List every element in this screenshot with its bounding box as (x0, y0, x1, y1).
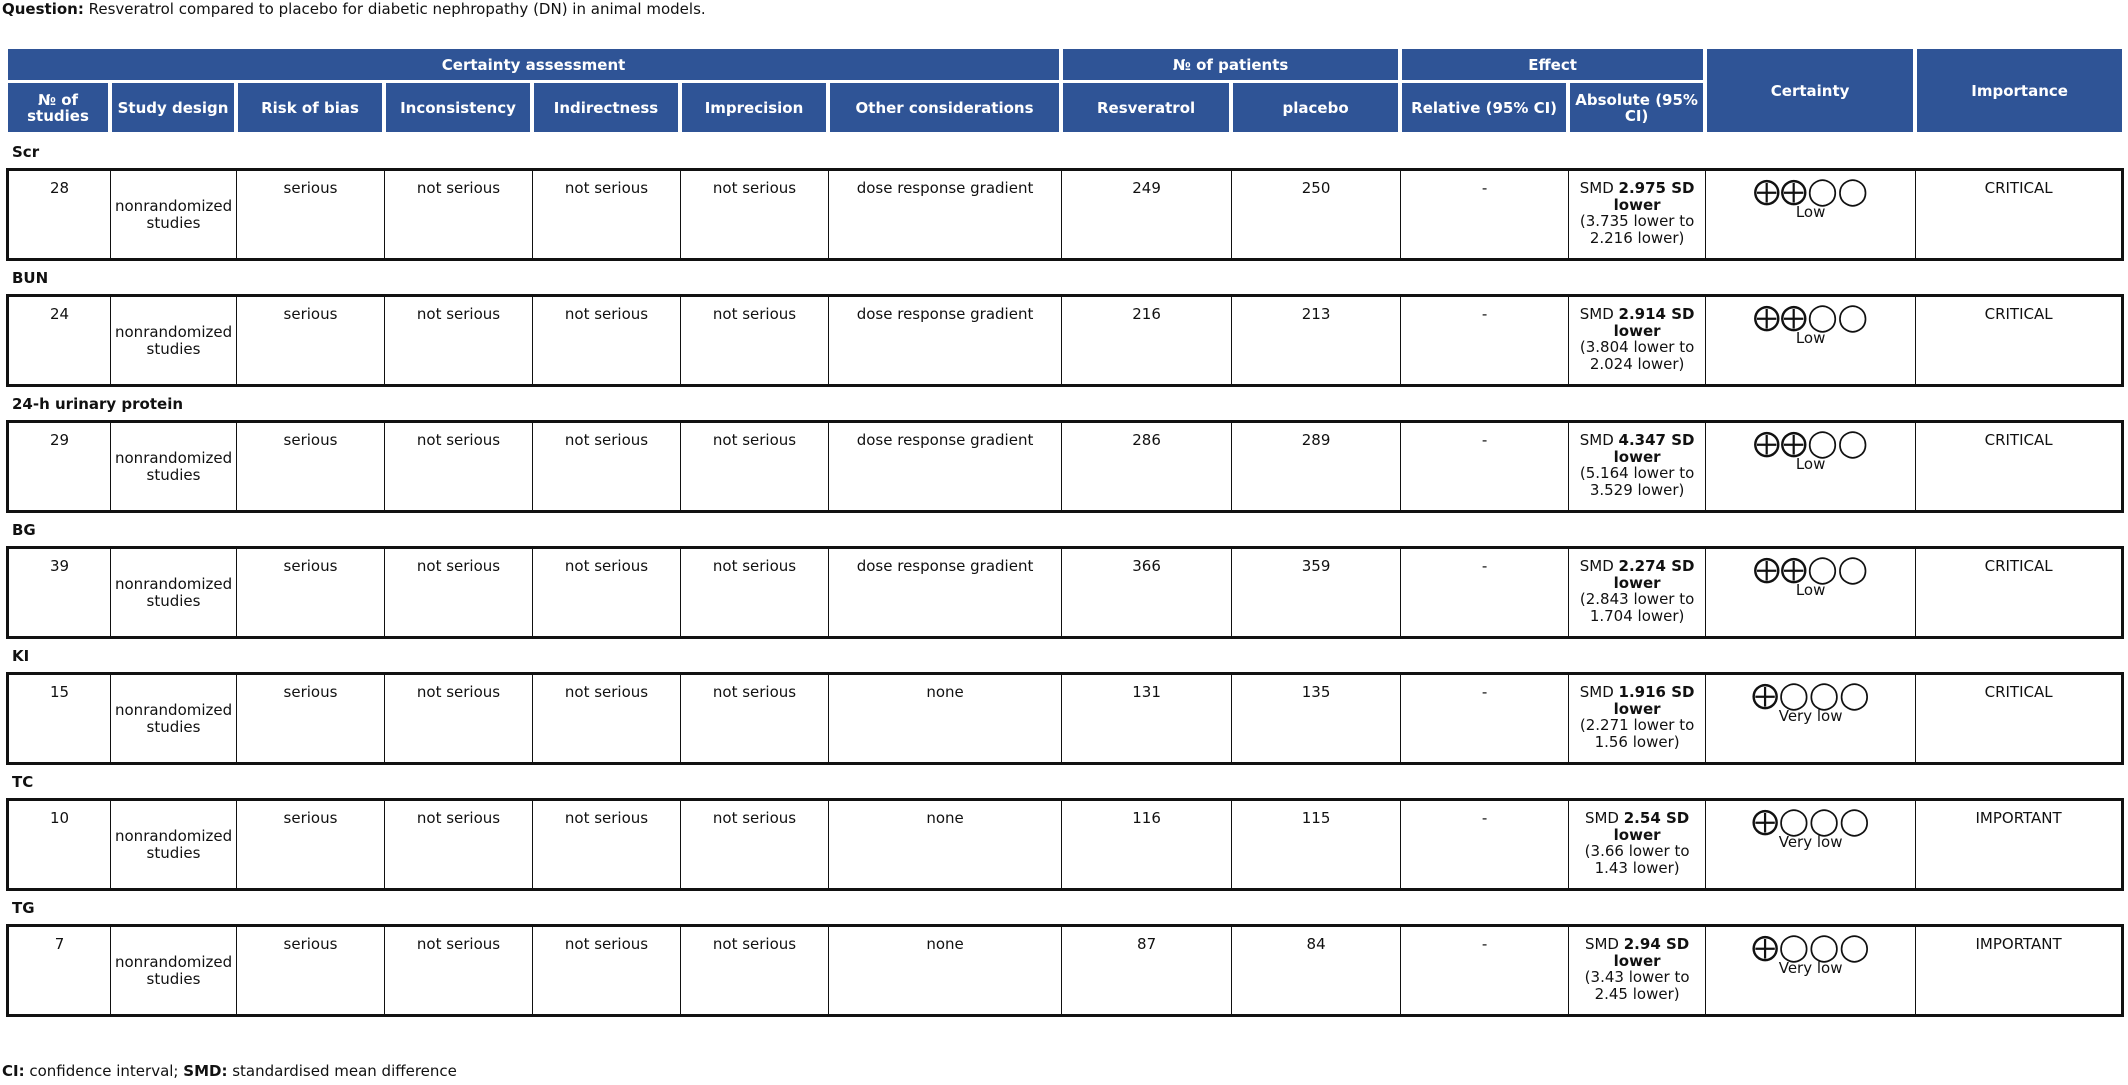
certainty-label: Very low (1778, 959, 1843, 977)
cell-inconsistency: not serious (384, 924, 532, 1017)
certainty-label: Very low (1778, 707, 1843, 725)
absolute-estimate: 4.347 SD lower (1613, 431, 1695, 466)
cell-other-considerations: dose response gradient (828, 168, 1061, 261)
cell-number-of-studies: 10 (6, 798, 110, 891)
absolute-ci: (3.43 lower to 2.45 lower) (1584, 968, 1690, 1003)
footnote-ci-text: confidence interval; (24, 1062, 184, 1080)
cell-imprecision: not serious (680, 672, 828, 765)
absolute-prefix: SMD (1579, 179, 1619, 197)
cell-indirectness: not serious (532, 546, 680, 639)
cell-absolute-effect (1568, 294, 1705, 387)
cell-number-of-studies: 24 (6, 294, 110, 387)
cell-imprecision: not serious (680, 420, 828, 513)
cell-absolute-effect (1568, 546, 1705, 639)
cell-imprecision: not serious (680, 798, 828, 891)
certainty-label: Low (1795, 203, 1826, 221)
outcome-section-row (6, 639, 2124, 672)
cell-placebo-count: 289 (1231, 420, 1400, 513)
outcome-section-row (6, 135, 2124, 168)
outcome-rows (6, 135, 2124, 1017)
table-row (6, 168, 2124, 261)
outcome-section-row (6, 261, 2124, 294)
cell-inconsistency: not serious (384, 546, 532, 639)
cell-relative-effect: - (1400, 420, 1568, 513)
header-importance: Importance (1915, 49, 2124, 135)
cell-certainty (1705, 546, 1915, 639)
cell-number-of-studies: 7 (6, 924, 110, 1017)
outcome-name: BG (12, 520, 36, 539)
cell-certainty (1705, 420, 1915, 513)
outcome-section-row (6, 891, 2124, 924)
grade-evidence-table (6, 49, 2124, 1017)
cell-indirectness: not serious (532, 420, 680, 513)
absolute-ci: (2.271 lower to 1.56 lower) (1579, 716, 1695, 751)
absolute-ci: (3.735 lower to 2.216 lower) (1579, 212, 1695, 247)
header-indirectness: Indirectness (532, 83, 680, 135)
header-risk-of-bias: Risk of bias (236, 83, 384, 135)
cell-other-considerations: dose response gradient (828, 546, 1061, 639)
outcome-name: 24-h urinary protein (12, 394, 184, 413)
table-row (6, 420, 2124, 513)
cell-number-of-studies: 29 (6, 420, 110, 513)
absolute-estimate: 2.94 SD lower (1613, 935, 1690, 970)
absolute-estimate: 1.916 SD lower (1613, 683, 1695, 718)
table-row (6, 546, 2124, 639)
cell-indirectness: not serious (532, 672, 680, 765)
cell-study-design: nonrandomized studies (110, 924, 236, 1017)
cell-inconsistency: not serious (384, 420, 532, 513)
table-row (6, 294, 2124, 387)
absolute-ci: (3.66 lower to 1.43 lower) (1584, 842, 1690, 877)
footnote-ci-label: CI: (2, 1062, 25, 1080)
question-text: Resveratrol compared to placebo for diabetic nephropathy (DN) in animal models. (88, 0, 706, 18)
header-other-considerations: Other considerations (828, 83, 1061, 135)
absolute-ci: (5.164 lower to 3.529 lower) (1579, 464, 1695, 499)
cell-certainty (1705, 672, 1915, 765)
cell-resveratrol-count: 87 (1061, 924, 1231, 1017)
cell-indirectness: not serious (532, 798, 680, 891)
cell-importance: IMPORTANT (1915, 924, 2124, 1017)
absolute-estimate: 2.914 SD lower (1613, 305, 1695, 340)
cell-importance: CRITICAL (1915, 168, 2124, 261)
cell-study-design: nonrandomized studies (110, 672, 236, 765)
outcome-name: TG (12, 898, 35, 917)
cell-inconsistency: not serious (384, 798, 532, 891)
cell-relative-effect: - (1400, 924, 1568, 1017)
outcome-name: BUN (12, 268, 49, 287)
header-placebo: placebo (1231, 83, 1400, 135)
cell-number-of-studies: 28 (6, 168, 110, 261)
footnote (2, 1062, 2122, 1082)
cell-placebo-count: 135 (1231, 672, 1400, 765)
cell-resveratrol-count: 286 (1061, 420, 1231, 513)
cell-resveratrol-count: 131 (1061, 672, 1231, 765)
absolute-estimate: 2.274 SD lower (1613, 557, 1695, 592)
cell-resveratrol-count: 366 (1061, 546, 1231, 639)
absolute-prefix: SMD (1584, 935, 1624, 953)
cell-relative-effect: - (1400, 168, 1568, 261)
header-absolute-effect: Absolute (95% CI) (1568, 83, 1705, 135)
cell-absolute-effect (1568, 924, 1705, 1017)
cell-risk-of-bias: serious (236, 294, 384, 387)
header-imprecision: Imprecision (680, 83, 828, 135)
cell-certainty (1705, 168, 1915, 261)
cell-inconsistency: not serious (384, 294, 532, 387)
footnote-smd-text: standardised mean difference (227, 1062, 457, 1080)
cell-indirectness: not serious (532, 168, 680, 261)
cell-relative-effect: - (1400, 546, 1568, 639)
absolute-estimate: 2.54 SD lower (1613, 809, 1690, 844)
cell-certainty (1705, 294, 1915, 387)
cell-placebo-count: 84 (1231, 924, 1400, 1017)
table-row (6, 798, 2124, 891)
outcome-name: KI (12, 646, 30, 665)
cell-risk-of-bias: serious (236, 672, 384, 765)
absolute-ci: (3.804 lower to 2.024 lower) (1579, 338, 1695, 373)
cell-study-design: nonrandomized studies (110, 168, 236, 261)
cell-resveratrol-count: 116 (1061, 798, 1231, 891)
absolute-estimate: 2.975 SD lower (1613, 179, 1695, 214)
cell-indirectness: not serious (532, 294, 680, 387)
header-certainty: Certainty (1705, 49, 1915, 135)
cell-risk-of-bias: serious (236, 798, 384, 891)
cell-other-considerations: none (828, 672, 1061, 765)
certainty-rating-icon: ⨁⨁◯◯ (1753, 176, 1868, 207)
footnote-smd-label: SMD: (183, 1062, 228, 1080)
cell-imprecision: not serious (680, 546, 828, 639)
absolute-prefix: SMD (1579, 683, 1619, 701)
cell-inconsistency: not serious (384, 672, 532, 765)
cell-importance: CRITICAL (1915, 294, 2124, 387)
cell-relative-effect: - (1400, 672, 1568, 765)
outcome-name: TC (12, 772, 34, 791)
cell-relative-effect: - (1400, 798, 1568, 891)
cell-study-design: nonrandomized studies (110, 294, 236, 387)
cell-absolute-effect (1568, 420, 1705, 513)
cell-importance: CRITICAL (1915, 420, 2124, 513)
cell-resveratrol-count: 216 (1061, 294, 1231, 387)
outcome-section-row (6, 513, 2124, 546)
question-label: Question: (2, 0, 84, 18)
cell-inconsistency: not serious (384, 168, 532, 261)
cell-other-considerations: dose response gradient (828, 294, 1061, 387)
certainty-rating-icon: ⨁◯◯◯ (1751, 932, 1870, 963)
cell-study-design: nonrandomized studies (110, 420, 236, 513)
cell-absolute-effect (1568, 672, 1705, 765)
header-number-of-studies: № of studies (6, 83, 110, 135)
cell-relative-effect: - (1400, 294, 1568, 387)
cell-study-design: nonrandomized studies (110, 546, 236, 639)
absolute-prefix: SMD (1579, 557, 1619, 575)
header-effect: Effect (1400, 49, 1705, 83)
header-number-of-patients: № of patients (1061, 49, 1400, 83)
cell-absolute-effect (1568, 168, 1705, 261)
cell-importance: CRITICAL (1915, 672, 2124, 765)
table-row (6, 924, 2124, 1017)
certainty-rating-icon: ⨁⨁◯◯ (1753, 554, 1868, 585)
header-inconsistency: Inconsistency (384, 83, 532, 135)
absolute-prefix: SMD (1579, 305, 1619, 323)
cell-placebo-count: 213 (1231, 294, 1400, 387)
outcome-section-row (6, 387, 2124, 420)
header-study-design: Study design (110, 83, 236, 135)
cell-importance: CRITICAL (1915, 546, 2124, 639)
table-row (6, 672, 2124, 765)
cell-certainty (1705, 798, 1915, 891)
cell-indirectness: not serious (532, 924, 680, 1017)
absolute-prefix: SMD (1579, 431, 1619, 449)
cell-risk-of-bias: serious (236, 924, 384, 1017)
cell-placebo-count: 115 (1231, 798, 1400, 891)
absolute-ci: (2.843 lower to 1.704 lower) (1579, 590, 1695, 625)
certainty-label: Low (1795, 455, 1826, 473)
header-resveratrol: Resveratrol (1061, 83, 1231, 135)
outcome-name: Scr (12, 142, 40, 161)
cell-other-considerations: dose response gradient (828, 420, 1061, 513)
certainty-rating-icon: ⨁⨁◯◯ (1753, 428, 1868, 459)
cell-importance: IMPORTANT (1915, 798, 2124, 891)
cell-other-considerations: none (828, 798, 1061, 891)
cell-other-considerations: none (828, 924, 1061, 1017)
certainty-label: Low (1795, 581, 1826, 599)
cell-risk-of-bias: serious (236, 420, 384, 513)
cell-risk-of-bias: serious (236, 168, 384, 261)
cell-imprecision: not serious (680, 924, 828, 1017)
certainty-rating-icon: ⨁◯◯◯ (1751, 806, 1870, 837)
certainty-rating-icon: ⨁⨁◯◯ (1753, 302, 1868, 333)
cell-certainty (1705, 924, 1915, 1017)
cell-absolute-effect (1568, 798, 1705, 891)
certainty-label: Very low (1778, 833, 1843, 851)
certainty-rating-icon: ⨁◯◯◯ (1751, 680, 1870, 711)
cell-imprecision: not serious (680, 294, 828, 387)
cell-resveratrol-count: 249 (1061, 168, 1231, 261)
cell-study-design: nonrandomized studies (110, 798, 236, 891)
question-line (2, 0, 2122, 20)
outcome-section-row (6, 765, 2124, 798)
certainty-label: Low (1795, 329, 1826, 347)
cell-risk-of-bias: serious (236, 546, 384, 639)
cell-number-of-studies: 39 (6, 546, 110, 639)
cell-imprecision: not serious (680, 168, 828, 261)
cell-placebo-count: 359 (1231, 546, 1400, 639)
absolute-prefix: SMD (1584, 809, 1624, 827)
header-relative-effect: Relative (95% CI) (1400, 83, 1568, 135)
cell-number-of-studies: 15 (6, 672, 110, 765)
cell-placebo-count: 250 (1231, 168, 1400, 261)
header-certainty-assessment: Certainty assessment (6, 49, 1061, 83)
